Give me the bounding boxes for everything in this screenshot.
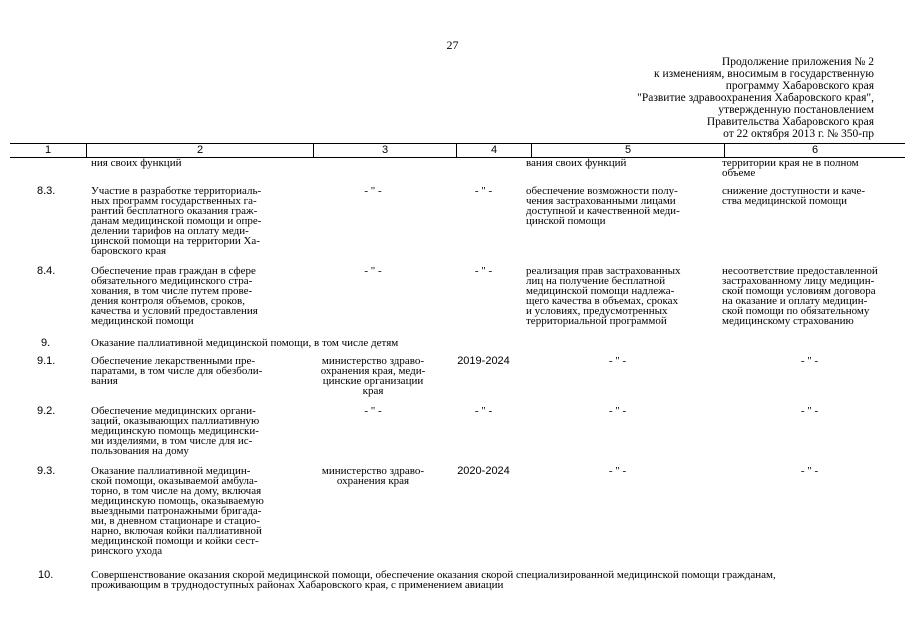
- row-col2-line: обязательного медицинского стра-: [91, 275, 253, 287]
- row-col3-line: цинские организации: [322, 375, 424, 387]
- row-col2-line: медицинской помощи и койки сест-: [91, 535, 259, 547]
- table-column-header-row: [10, 143, 905, 158]
- row-col5-line: щего качества в объемах, сроках: [526, 295, 679, 307]
- row-col3-line: министерство здраво-: [321, 465, 425, 477]
- row-col2-line: медицинской помощи: [91, 315, 194, 327]
- row-col5-ditto: - " -: [608, 405, 627, 417]
- row-col6-line: медицинскому страхованию: [722, 315, 854, 327]
- header-note-line: Правительства Хабаровского края: [706, 116, 874, 128]
- row-col5-ditto: - " -: [608, 355, 627, 367]
- row-col3-line: министерство здраво-: [321, 355, 425, 367]
- row-col2-line: данам медицинской помощи и опре-: [91, 215, 262, 227]
- row-col5-line: территориальной программой: [526, 315, 667, 327]
- row-col3-line: края: [362, 385, 384, 397]
- row-col2-line: цинской помощи на территории Ха-: [91, 235, 260, 247]
- row-number: 8.3.: [37, 185, 56, 197]
- row-col2-line: качества и условий предоставления: [91, 305, 258, 317]
- row-col3-ditto: - " -: [364, 405, 382, 417]
- section-title-line: Совершенствование оказания скорой медицинской помощи, обеспечение оказания скорой специализированной медицинской помощи гражданам,: [91, 569, 776, 581]
- row-col3-ditto: - " -: [364, 265, 382, 277]
- row-col5-line: цинской помощи: [526, 215, 606, 227]
- section-title-line: проживающим в труднодоступных районах Хабаровского края, с применением авиации: [91, 579, 504, 591]
- section-number: 9.: [41, 337, 51, 349]
- column-header-1: 1: [44, 144, 52, 156]
- row-col2-line: ми, в дневном стационаре и стацио-: [91, 515, 260, 527]
- row-col4-ditto: - " -: [474, 265, 493, 277]
- row-col2-line: хования, в том числе путем прове-: [91, 285, 253, 297]
- row-col6-ditto: - " -: [800, 355, 819, 367]
- row-col2-line: делении тарифов на оплату меди-: [91, 225, 249, 237]
- row-col6-line: на оказание и оплату медицин-: [722, 295, 868, 307]
- row-col2-line: торно, в том числе на дому, включая: [91, 485, 262, 497]
- row-col2-line: рантий бесплатного оказания граж-: [91, 205, 258, 217]
- section-number: 10.: [38, 569, 54, 581]
- row-col2-line: Обеспечение медицинских органи-: [91, 405, 256, 417]
- row-number: 9.2.: [37, 405, 56, 417]
- row-col5-line: чения застрахованными лицами: [526, 195, 676, 207]
- row-col4-ditto: - " -: [474, 185, 493, 197]
- column-header-5: 5: [531, 144, 724, 157]
- row-number: 9.3.: [37, 465, 56, 477]
- row-col4-period: 2020-2024: [457, 465, 510, 477]
- row-col2-line: медицинскую помощь медицински-: [91, 425, 259, 437]
- page-number: 27: [446, 38, 459, 52]
- header-note-line: к изменениям, вносимым в государственную: [654, 68, 874, 80]
- header-note-line: Продолжение приложения № 2: [721, 56, 874, 68]
- row-col6-line: застрахованному лицу медицин-: [722, 275, 875, 287]
- row-col2-line: дения контроля объемов, сроков,: [91, 295, 245, 307]
- header-note-line: "Развитие здравоохранения Хабаровского края",: [637, 92, 874, 104]
- row-col6-line: снижение доступности и каче-: [722, 185, 866, 197]
- row-col6-line: ства медицинской помощи: [722, 195, 848, 207]
- row-col5-line: лиц на получение бесплатной: [526, 275, 666, 287]
- column-header-6: 6: [724, 144, 905, 157]
- row-col2-line: Обеспечение лекарственными пре-: [91, 355, 256, 367]
- row-col5-ditto: - " -: [608, 465, 627, 477]
- row-col3-ditto: - " -: [364, 185, 382, 197]
- header-note-line: программу Хабаровского края: [725, 80, 874, 92]
- row-col2-line: пользования на дому: [91, 445, 189, 457]
- carryover-col6-line: территории края не в полном: [722, 157, 859, 169]
- row-col3-line: охранения края: [336, 475, 410, 487]
- row-col2-line: Оказание паллиативной медицин-: [91, 465, 251, 477]
- row-col5-line: обеспечение возможности полу-: [526, 185, 678, 197]
- row-col2-line: медицинскую помощь, оказываемую: [91, 495, 264, 507]
- row-col5-line: медицинской помощи надлежа-: [526, 285, 675, 297]
- carryover-col6-line: объеме: [722, 167, 756, 179]
- row-col2-line: ской помощи, оказываемой амбула-: [91, 475, 258, 487]
- carryover-col5: вания своих функций: [526, 157, 627, 169]
- column-header-3: 3: [313, 144, 456, 157]
- appendix-header-note: [574, 56, 874, 140]
- row-col2-line: Участие в разработке территориаль-: [91, 185, 262, 197]
- row-col5-line: доступной и качественной меди-: [526, 205, 680, 217]
- row-col2-line: заций, оказывающих паллиативную: [91, 415, 260, 427]
- row-col2-line: ных программ государственных га-: [91, 195, 257, 207]
- row-col2-line: Обеспечение прав граждан в сфере: [91, 265, 256, 277]
- header-note-line: утвержденную постановлением: [718, 104, 874, 116]
- section-title: Оказание паллиативной медицинской помощи, в том числе детям: [91, 337, 399, 349]
- column-header-2: 2: [86, 144, 313, 157]
- row-col5-line: реализация прав застрахованных: [526, 265, 681, 277]
- header-note-line: от 22 октября 2013 г. № 350-пр: [723, 128, 874, 140]
- row-col4-ditto: - " -: [474, 405, 493, 417]
- row-col6-line: ской помощи по обязательному: [722, 305, 870, 317]
- row-col4-period: 2019-2024: [457, 355, 510, 367]
- row-col2-line: ми изделиями, в том числе для ис-: [91, 435, 253, 447]
- row-col2-line: нарно, включая койки паллиативной: [91, 525, 262, 537]
- row-col2-line: баровского края: [91, 245, 167, 257]
- row-col6-ditto: - " -: [800, 465, 819, 477]
- row-col2-line: выездными патронажными бригада-: [91, 505, 262, 517]
- row-col2-line: ринского ухода: [91, 545, 163, 557]
- row-col6-line: несоответствие предоставленной: [722, 265, 878, 277]
- row-number: 9.1.: [37, 355, 56, 367]
- row-col6-line: ской помощи условиям договора: [722, 285, 876, 297]
- row-number: 8.4.: [37, 265, 56, 277]
- row-col2-line: вания: [91, 375, 118, 387]
- row-col6-ditto: - " -: [800, 405, 819, 417]
- row-col3-line: охранения края, меди-: [320, 365, 426, 377]
- carryover-col2: ния своих функций: [91, 157, 182, 169]
- column-header-4: 4: [456, 144, 531, 157]
- row-col5-line: и условиях, предусмотренных: [526, 305, 668, 317]
- row-col2-line: паратами, в том числе для обезболи-: [91, 365, 263, 377]
